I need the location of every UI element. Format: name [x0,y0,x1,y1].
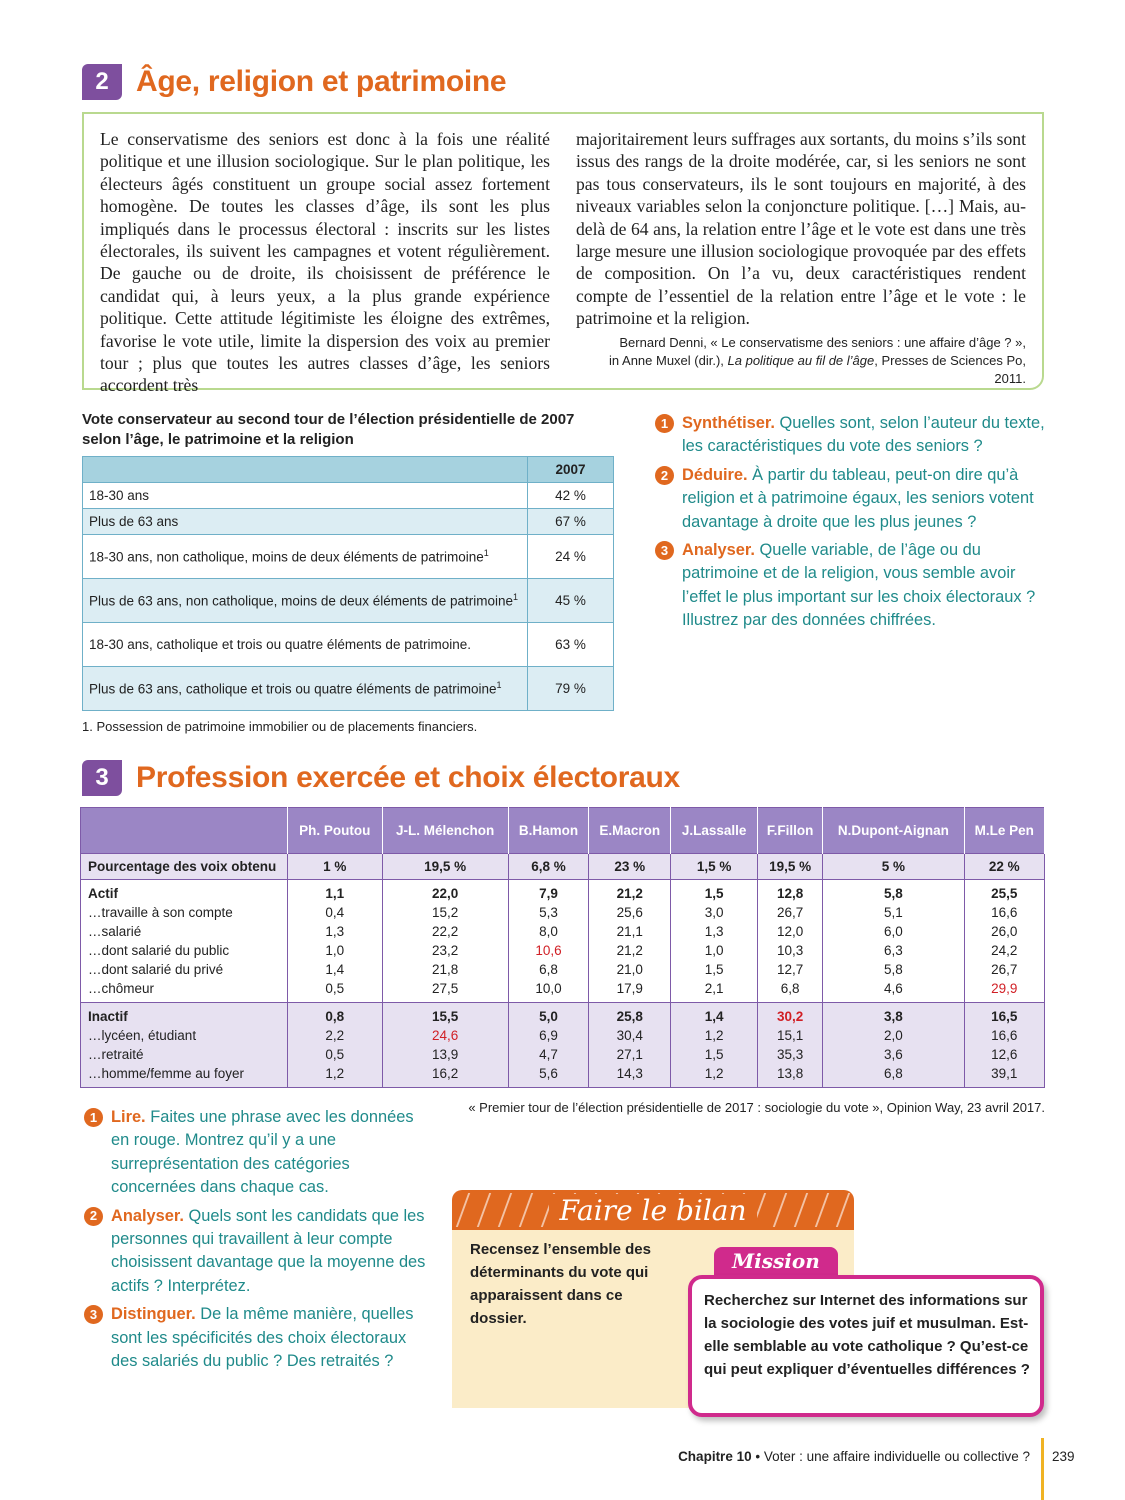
vote-table-block [82,410,614,734]
question-number: 3 [84,1305,103,1324]
value-cell: 23 % [589,854,671,880]
source-line-2 [576,352,1026,388]
page-number: 239 [1052,1449,1075,1464]
bilan-text: Recensez l’ensemble des déterminants du vote qui apparaissent dans ce dossier. [470,1241,651,1327]
row-value: 79 % [528,667,614,711]
question-body [111,1205,434,1299]
value-cell: 17,9 [589,979,671,1003]
value-cell: 1,5 % [671,854,758,880]
candidate-header: J-L. Mélenchon [382,808,508,854]
section-title: Âge, religion et patrimoine [136,65,507,98]
source-suffix: , Presses de Sciences Po, 2011. [874,352,1026,386]
bilan-header [452,1190,854,1230]
table-row [81,1045,1045,1064]
row-value: 63 % [528,623,614,667]
question-text: Quelle variable, de l’âge ou du patrimoine et de la religion, vous semble avoir l’effet le plus important sur les choix électoraux ? Illustrez par des données chiffrées. [682,541,1036,630]
value-cell: 1,2 [671,1026,758,1045]
value-cell: 1,5 [671,880,758,904]
section-title: Profession exercée et choix électoraux [136,761,680,794]
table-row [81,979,1045,1003]
value-cell: 5,8 [823,880,964,904]
value-cell: 4,7 [508,1045,588,1064]
value-cell: 6,8 [757,979,822,1003]
row-label-text: Plus de 63 ans, non catholique, moins de deux éléments de patrimoine [89,593,514,609]
value-cell: 29,9 [964,979,1044,1003]
question-number: 2 [84,1207,103,1226]
candidate-header: B.Hamon [508,808,588,854]
candidate-header: J.Lassalle [671,808,758,854]
value-cell: 1,4 [288,960,383,979]
candidate-header: F.Fillon [757,808,822,854]
question-item [655,539,1050,633]
table-row [81,880,1045,904]
row-label [83,623,528,667]
row-label-text: 18-30 ans, catholique et trois ou quatre éléments de patrimoine. [89,637,471,652]
value-cell: 1,5 [671,1045,758,1064]
section-3-questions [84,1106,434,1378]
value-cell: 27,5 [382,979,508,1003]
question-number: 2 [655,466,674,485]
value-cell: 21,1 [589,922,671,941]
value-cell: 16,5 [964,1003,1044,1027]
section-number: 3 [82,760,122,796]
value-cell: 0,5 [288,979,383,1003]
value-cell: 22,2 [382,922,508,941]
question-body [682,412,1050,459]
mission-tab [714,1247,838,1275]
value-cell: 21,2 [589,941,671,960]
value-cell: 22 % [964,854,1044,880]
value-cell: 15,5 [382,1003,508,1027]
value-cell: 16,6 [964,903,1044,922]
value-cell: 1,0 [288,941,383,960]
question-item [84,1205,434,1299]
table-row [83,483,614,509]
row-label [83,579,528,623]
row-label: Inactif [81,1003,288,1027]
value-cell: 3,0 [671,903,758,922]
table-row [81,903,1045,922]
value-cell: 27,1 [589,1045,671,1064]
value-cell: 21,0 [589,960,671,979]
table-title: Vote conservateur au second tour de l’élection présidentielle de 2007 selon l’âge, le patrimoine et la religion [82,411,575,448]
value-cell: 19,5 % [757,854,822,880]
footnote-marker: 1 [483,548,489,559]
question-item [655,464,1050,534]
table-row [83,623,614,667]
value-cell: 1,0 [671,941,758,960]
section-number: 2 [82,64,122,100]
value-cell: 5,1 [823,903,964,922]
table-row [83,667,614,711]
question-body [111,1106,434,1200]
row-label: …dont salarié du privé [81,960,288,979]
value-cell: 0,4 [288,903,383,922]
value-cell: 39,1 [964,1064,1044,1088]
question-text: Faites une phrase avec les données en rouge. Montrez qu’il y a une surreprésentation des catégories concernées dans chaque cas. [111,1108,414,1197]
source-book-title: La politique au fil de l’âge [727,352,875,368]
row-label: …homme/femme au foyer [81,1064,288,1088]
question-item [84,1303,434,1373]
table-row [81,854,1045,880]
value-cell: 25,5 [964,880,1044,904]
row-label-text: 18-30 ans [89,488,150,503]
value-cell: 0,5 [288,1045,383,1064]
row-label-text: 18-30 ans, non catholique, moins de deux éléments de patrimoine [89,549,484,565]
question-item [655,412,1050,459]
excerpt-box [82,112,1044,396]
table-header-empty [81,808,288,854]
table-header-year: 2007 [528,457,614,483]
value-cell: 21,2 [589,880,671,904]
value-cell: 24,6 [382,1026,508,1045]
table-row [83,535,614,579]
row-label: …retraité [81,1045,288,1064]
table-row [81,960,1045,979]
value-cell: 5,3 [508,903,588,922]
footer-bar [1041,1438,1044,1500]
value-cell: 10,3 [757,941,822,960]
source-line-1: Bernard Denni, « Le conservatisme des seniors : une affaire d’âge ? », [619,334,1026,350]
value-cell: 6,0 [823,922,964,941]
question-text: De la même manière, quelles sont les spécificités des choix électoraux des salariés du public ? Des retraités ? [111,1305,414,1371]
value-cell: 2,0 [823,1026,964,1045]
value-cell: 1,1 [288,880,383,904]
value-cell: 4,6 [823,979,964,1003]
row-label [83,509,528,535]
value-cell: 7,9 [508,880,588,904]
question-text: Quels sont les candidats que les personnes qui travaillent à leur compte choisissent davantage que la moyenne des actifs ? Interprétez. [111,1206,426,1295]
question-keyword: Synthétiser. [682,414,775,432]
value-cell: 12,8 [757,880,822,904]
value-cell: 35,3 [757,1045,822,1064]
profession-table-block [80,807,1045,1088]
question-keyword: Déduire. [682,465,748,484]
profession-table-source: « Premier tour de l’élection présidentielle de 2017 : sociologie du vote », Opinion Way, 23 avril 2017. [468,1100,1045,1115]
candidate-header: Ph. Poutou [288,808,383,854]
candidate-header: E.Macron [589,808,671,854]
question-body [682,464,1050,534]
row-label-text: Plus de 63 ans [89,514,179,529]
mission-title: Mission [714,1247,838,1275]
value-cell: 25,6 [589,903,671,922]
value-cell: 13,8 [757,1064,822,1088]
question-keyword: Distinguer. [111,1305,196,1324]
row-value: 42 % [528,483,614,509]
table-header-empty [83,457,528,483]
bilan-title: Faire le bilan [549,1194,756,1227]
value-cell: 1,3 [288,922,383,941]
table-row [81,922,1045,941]
value-cell: 1,2 [288,1064,383,1088]
excerpt-column-2-text: majoritairement leurs suffrages aux sortants, du moins s’ils sont issus des rangs de la droite modérée, car, si les seniors ne sont pas tous conservateurs, ils le sont toujours en majorité, à des niveaux variables selon la conjoncture politique. […] Mais, au-delà de 64 ans, la relation entre l’âge et le vote est dans une très large mesure une illusion sociologique provoquée par des effets de composition. On l’a vu, deux caractéristiques rendent compte de l’essentiel de la relation entre l’âge et le vote : le patrimoine et la religion. [576,129,1026,329]
question-text: Quelles sont, selon l’auteur du texte, les caractéristiques du vote des seniors ? [682,414,1045,456]
table-row [81,1026,1045,1045]
value-cell: 1,4 [671,1003,758,1027]
question-text: À partir du tableau, peut-on dire qu’à religion et à patrimoine égaux, les seniors votent davantage à droite que les plus jeunes ? [682,465,1034,531]
value-cell: 0,8 [288,1003,383,1027]
row-label [83,483,528,509]
question-number: 1 [655,414,674,433]
row-label: …travaille à son compte [81,903,288,922]
value-cell: 16,2 [382,1064,508,1088]
value-cell: 19,5 % [382,854,508,880]
footnote-marker: 1 [496,680,502,691]
question-item [84,1106,434,1200]
value-cell: 26,0 [964,922,1044,941]
value-cell: 6,9 [508,1026,588,1045]
candidate-header: M.Le Pen [964,808,1044,854]
value-cell: 1,2 [671,1064,758,1088]
value-cell: 10,6 [508,941,588,960]
row-label-text: Plus de 63 ans, catholique et trois ou quatre éléments de patrimoine [89,681,497,697]
question-number: 1 [84,1108,103,1127]
value-cell: 24,2 [964,941,1044,960]
value-cell: 1,5 [671,960,758,979]
question-keyword: Lire. [111,1108,146,1126]
value-cell: 5 % [823,854,964,880]
value-cell: 13,9 [382,1045,508,1064]
table-row [81,941,1045,960]
value-cell: 3,8 [823,1003,964,1027]
page-footer [560,1449,1030,1464]
value-cell: 26,7 [964,960,1044,979]
value-cell: 2,1 [671,979,758,1003]
value-cell: 12,7 [757,960,822,979]
row-label: …dont salarié du public [81,941,288,960]
value-cell: 30,2 [757,1003,822,1027]
row-value: 45 % [528,579,614,623]
row-label: …lycéen, étudiant [81,1026,288,1045]
row-label: …salarié [81,922,288,941]
value-cell: 5,8 [823,960,964,979]
value-cell: 14,3 [589,1064,671,1088]
vote-2007-table [82,456,614,711]
table-row [81,1003,1045,1027]
question-body [682,539,1050,633]
value-cell: 3,6 [823,1045,964,1064]
value-cell: 1,3 [671,922,758,941]
value-cell: 6,8 % [508,854,588,880]
value-cell: 5,0 [508,1003,588,1027]
row-label: …chômeur [81,979,288,1003]
mission-text: Recherchez sur Internet des informations sur la sociologie des votes juif et musulman. Est-elle semblable au vote catholique ? Qu’est-ce qui peut expliquer d’éventuelles différences ? [704,1292,1030,1378]
value-cell: 22,0 [382,880,508,904]
footer-chapter: Chapitre 10 [678,1449,752,1464]
row-label [83,667,528,711]
value-cell: 16,6 [964,1026,1044,1045]
value-cell: 15,2 [382,903,508,922]
section-2-questions [655,412,1050,638]
value-cell: 26,7 [757,903,822,922]
row-value: 24 % [528,535,614,579]
excerpt-column-2 [576,128,1026,397]
value-cell: 2,2 [288,1026,383,1045]
question-keyword: Analyser. [111,1206,184,1225]
footnote-marker: 1 [513,592,519,603]
excerpt-column-1: Le conservatisme des seniors est donc à la fois une réalité politique et une illusion sociologique. Sur le plan politique, les électeurs âgés constituent un groupe social assez fortement homogène. De toutes les classes d’âge, ils sont les plus impliqués dans le processus électoral : inscrits sur les listes électorales, ils suivent les campagnes et votent régulièrement. De gauche ou de droite, ils choisissent de préférence le candidat qui, à leurs yeux, a la plus grande expérience politique. Cette attitude légitimiste les éloigne des extrêmes, favorise le vote utile, limite la dispersion des voix au premier tour ; plus que toutes les autres classes d’âge, les seniors accordent très [100,129,550,396]
row-value: 67 % [528,509,614,535]
source-prefix: in Anne Muxel (dir.), [609,352,728,368]
value-cell: 6,3 [823,941,964,960]
value-cell: 23,2 [382,941,508,960]
value-cell: 15,1 [757,1026,822,1045]
mission-box [688,1275,1044,1417]
value-cell: 21,8 [382,960,508,979]
question-number: 3 [655,541,674,560]
value-cell: 12,6 [964,1045,1044,1064]
value-cell: 10,0 [508,979,588,1003]
footer-subtitle: • Voter : une affaire individuelle ou collective ? [751,1449,1030,1464]
question-body [111,1303,434,1373]
candidate-header: N.Dupont-Aignan [823,808,964,854]
value-cell: 12,0 [757,922,822,941]
value-cell: 1 % [288,854,383,880]
table-row [81,1064,1045,1088]
table-row [83,509,614,535]
excerpt-source [576,334,1026,388]
section-2-header [82,64,506,100]
value-cell: 8,0 [508,922,588,941]
value-cell: 25,8 [589,1003,671,1027]
profession-vote-table [80,807,1045,1088]
value-cell: 6,8 [823,1064,964,1088]
row-label [83,535,528,579]
table-row [83,579,614,623]
question-keyword: Analyser. [682,541,755,560]
value-cell: 5,6 [508,1064,588,1088]
value-cell: 6,8 [508,960,588,979]
row-label: Pourcentage des voix obtenu [81,854,288,880]
value-cell: 30,4 [589,1026,671,1045]
section-3-header [82,760,680,796]
row-label: Actif [81,880,288,904]
table-footnote: 1. Possession de patrimoine immobilier ou de placements financiers. [82,719,478,734]
